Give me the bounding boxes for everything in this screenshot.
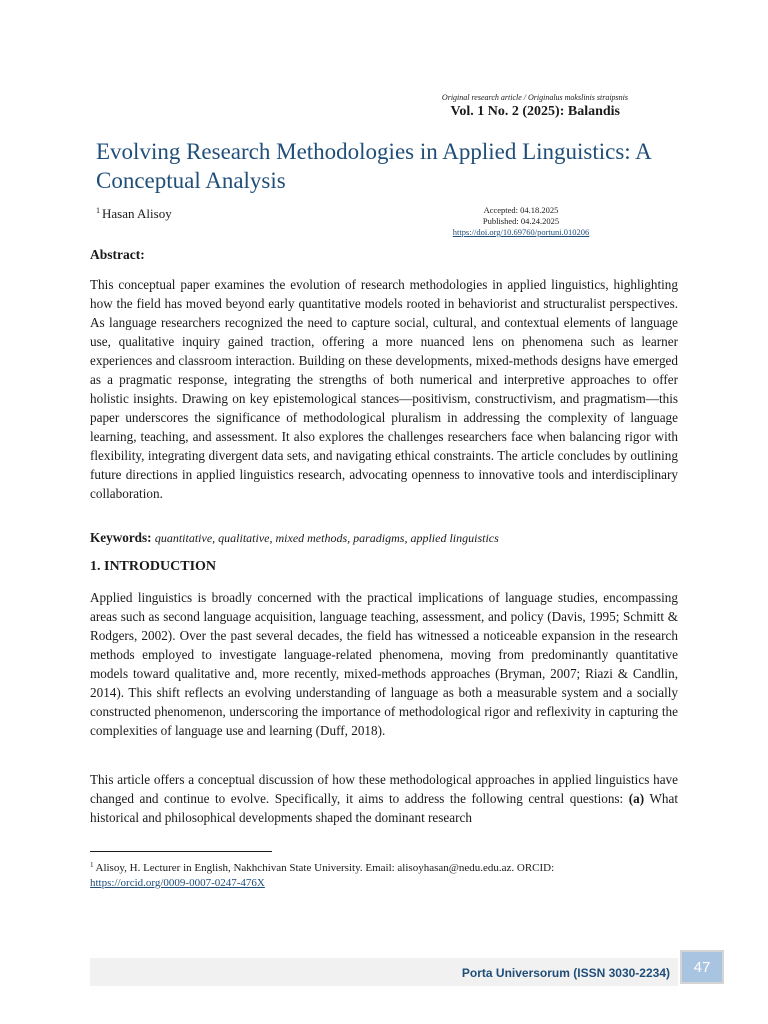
footnote-text: Alisoy, H. Lecturer in English, Nakhchivan State University. Email: alisoyhasan@nedu.edu.az. ORCID: <box>95 862 555 874</box>
footnote-marker: 1 <box>90 861 94 869</box>
article-type-label: Original research article / Originalus mokslinis straipsnis <box>441 93 628 102</box>
footer-bar <box>90 958 678 986</box>
author-line <box>96 206 172 222</box>
publication-dates <box>430 205 612 238</box>
author-footnote-marker[interactable]: 1 <box>96 206 100 215</box>
question-marker-a: (a) <box>628 791 645 806</box>
doi-link[interactable]: https://doi.org/10.69760/portuni.010206 <box>452 227 590 237</box>
page-number: 47 <box>693 958 711 976</box>
abstract-heading: Abstract: <box>90 247 145 262</box>
section-heading-introduction: 1. INTRODUCTION <box>90 559 217 574</box>
intro-p2-end: What historical and philosophical developments shaped the dominant research <box>90 791 678 825</box>
intro-p2-start: This article offers a conceptual discussion of how these methodological approaches in applied linguistics have changed and continue to evolve. Specifically, it aims to address the following central questions: <box>90 772 678 806</box>
footnote-divider <box>90 851 272 852</box>
keywords-list: quantitative, qualitative, mixed methods, paradigms, applied linguistics <box>154 531 499 545</box>
article-title: Evolving Research Methodologies in Applied Linguistics: A Conceptual Analysis <box>96 139 651 193</box>
intro-paragraph-1: Applied linguistics is broadly concerned with the practical implications of language studies, encompassing areas such as second language acquisition, language teaching, assessment, and policy (Davis, 1995; Schmitt & Rodgers, 2002). Over the past several decades, the field has witnessed a noticeable expansion in the research methods employed to investigate language-related phenomena, moving from predominantly quantitative models toward qualitative and, more recently, mixed-methods approaches (Bryman, 2007; Riazi & Candlin, 2014). This shift reflects an evolving understanding of language as both a measurable system and a socially constructed phenomenon, underscoring the importance of methodological rigor and reflexivity in capturing the complexities of language use and learning (Duff, 2018). <box>90 590 678 738</box>
accepted-date: Accepted: 04.18.2025 <box>483 205 559 215</box>
keywords-label: Keywords: <box>90 530 152 545</box>
abstract-text: This conceptual paper examines the evolution of research methodologies in applied linguistics, highlighting how the field has moved beyond early quantitative models rooted in behaviorist and structuralist perspectives. As language researchers recognized the need to capture social, cultural, and contextual elements of language use, qualitative inquiry gained traction, offering a more nuanced lens on phenomena such as learner experiences and classroom interaction. Building on these developments, mixed-methods designs have emerged as a pragmatic response, integrating the strengths of both numerical and interpretive approaches to offer holistic insights. Drawing on key epistemological stances—positivism, constructivism, and pragmatism—this paper underscores the significance of methodological pluralism in addressing the complexity of language learning, teaching, and assessment. It also explores the challenges researchers face when balancing rigor with flexibility, integrating divergent data sets, and navigating ethical constraints. The article concludes by outlining future directions in applied linguistics research, advocating openness to innovative tools and interdisciplinary collaboration. <box>90 277 678 501</box>
journal-name: Porta Universorum (ISSN 3030-2234) <box>461 966 670 980</box>
intro-paragraph-2 <box>90 770 678 827</box>
published-date: Published: 04.24.2025 <box>482 216 560 226</box>
page-number-box <box>680 950 724 984</box>
volume-label: Vol. 1 No. 2 (2025): Balandis <box>450 104 620 119</box>
author-name: Hasan Alisoy <box>102 206 172 221</box>
keywords-line <box>90 530 499 546</box>
footnote <box>90 858 678 891</box>
orcid-link[interactable]: https://orcid.org/0009-0007-0247-476X <box>90 877 265 889</box>
